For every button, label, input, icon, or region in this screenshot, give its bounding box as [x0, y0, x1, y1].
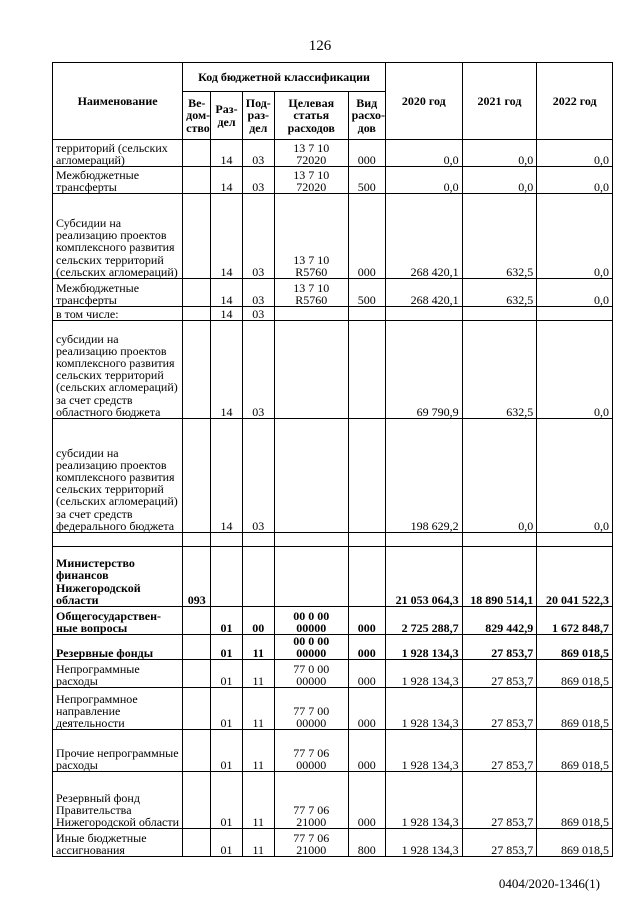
row-2022: 869 018,5 [537, 730, 613, 772]
row-2021: 27 853,7 [462, 660, 537, 688]
row-ved [183, 688, 211, 730]
header-razdel: Раз-дел [211, 92, 242, 140]
row-2022: 0,0 [537, 194, 613, 279]
row-ved [183, 829, 211, 857]
row-2021: 632,5 [462, 321, 537, 419]
row-target-code: 77 7 06 21000 [274, 772, 348, 829]
row-2021: 27 853,7 [462, 688, 537, 730]
row-podrazdel: 11 [242, 829, 274, 857]
header-name: Наименование [53, 63, 183, 140]
row-2021: 27 853,7 [462, 772, 537, 829]
row-ved [183, 772, 211, 829]
row-2020: 1 928 134,3 [385, 829, 462, 857]
row-podrazdel: 11 [242, 635, 274, 660]
row-vid: 000 [348, 688, 385, 730]
row-2022: 0,0 [537, 140, 613, 167]
row-name: Межбюджетные трансферты [53, 167, 183, 194]
row-vid: 000 [348, 772, 385, 829]
row-vid [348, 307, 385, 321]
row-2020: 198 629,2 [385, 419, 462, 533]
row-target-code [274, 419, 348, 533]
row-ved [183, 140, 211, 167]
row-podrazdel: 00 [242, 607, 274, 635]
row-name: Субсидии на реализацию проектов комплексного развития сельских территорий (сельских агломераций) [53, 194, 183, 279]
row-podrazdel [242, 547, 274, 607]
row-2020: 1 928 134,3 [385, 688, 462, 730]
row-vid [348, 321, 385, 419]
row-ved [183, 307, 211, 321]
row-2020: 1 928 134,3 [385, 635, 462, 660]
row-2022 [537, 533, 613, 547]
table-row [53, 194, 613, 279]
row-ved [183, 635, 211, 660]
row-podrazdel: 11 [242, 660, 274, 688]
row-razdel: 14 [211, 307, 242, 321]
row-2021: 27 853,7 [462, 730, 537, 772]
header-2020: 2020 год [385, 63, 462, 140]
row-razdel [211, 533, 242, 547]
row-2022: 1 672 848,7 [537, 607, 613, 635]
table-row [53, 660, 613, 688]
row-razdel: 01 [211, 772, 242, 829]
table-row [53, 829, 613, 857]
row-razdel: 01 [211, 730, 242, 772]
row-name: Министерство финансов Нижегородской области [53, 547, 183, 607]
row-2021: 632,5 [462, 194, 537, 279]
row-podrazdel: 03 [242, 194, 274, 279]
row-2022 [537, 307, 613, 321]
row-razdel [211, 547, 242, 607]
header-podrazdel: Под-раз-дел [242, 92, 274, 140]
row-2021: 27 853,7 [462, 635, 537, 660]
row-2021: 632,5 [462, 279, 537, 307]
page-number: 126 [308, 38, 332, 54]
row-2020 [385, 533, 462, 547]
row-2022: 869 018,5 [537, 660, 613, 688]
row-vid: 000 [348, 635, 385, 660]
row-razdel: 01 [211, 829, 242, 857]
row-name: Непрограммные расходы [53, 660, 183, 688]
row-vid: 800 [348, 829, 385, 857]
row-vid: 000 [348, 660, 385, 688]
row-ved [183, 321, 211, 419]
row-target-code: 77 7 00 00000 [274, 688, 348, 730]
row-razdel: 01 [211, 635, 242, 660]
row-razdel: 01 [211, 688, 242, 730]
row-vid [348, 547, 385, 607]
row-razdel: 01 [211, 660, 242, 688]
row-2020: 268 420,1 [385, 279, 462, 307]
row-ved [183, 730, 211, 772]
row-podrazdel: 03 [242, 419, 274, 533]
table-row [53, 730, 613, 772]
table-row [53, 533, 613, 547]
row-name: Резервный фонд Правительства Нижегородской области [53, 772, 183, 829]
row-2021: 0,0 [462, 140, 537, 167]
row-target-code [274, 547, 348, 607]
row-name: Общегосударствен-ные вопросы [53, 607, 183, 635]
header-ved: Ве-дом-ство [183, 92, 211, 140]
header-target: Целевая статья расходов [274, 92, 348, 140]
row-target-code: 13 7 10 R5760 [274, 279, 348, 307]
row-vid: 000 [348, 730, 385, 772]
row-target-code: 00 0 00 00000 [274, 607, 348, 635]
row-ved [183, 194, 211, 279]
row-target-code [274, 533, 348, 547]
row-target-code: 77 0 00 00000 [274, 660, 348, 688]
row-2022: 869 018,5 [537, 635, 613, 660]
table-row [53, 688, 613, 730]
header-2022: 2022 год [537, 63, 613, 140]
row-2020 [385, 307, 462, 321]
row-razdel: 01 [211, 607, 242, 635]
row-name: в том числе: [53, 307, 183, 321]
row-2021: 0,0 [462, 167, 537, 194]
row-name: территорий (сельских агломераций) [53, 140, 183, 167]
table-row [53, 419, 613, 533]
row-podrazdel: 11 [242, 730, 274, 772]
row-2020: 1 928 134,3 [385, 660, 462, 688]
header-classification: Код бюджетной классификации [183, 63, 386, 92]
row-2021: 0,0 [462, 419, 537, 533]
row-podrazdel: 03 [242, 279, 274, 307]
row-podrazdel: 03 [242, 321, 274, 419]
row-2021: 829 442,9 [462, 607, 537, 635]
row-razdel: 14 [211, 140, 242, 167]
row-2020: 69 790,9 [385, 321, 462, 419]
row-ved [183, 167, 211, 194]
row-razdel: 14 [211, 194, 242, 279]
row-2020: 2 725 288,7 [385, 607, 462, 635]
row-2020: 0,0 [385, 140, 462, 167]
row-razdel: 14 [211, 419, 242, 533]
row-ved [183, 660, 211, 688]
row-vid: 500 [348, 167, 385, 194]
row-razdel: 14 [211, 279, 242, 307]
row-ved [183, 279, 211, 307]
row-2022: 0,0 [537, 167, 613, 194]
table-row [53, 307, 613, 321]
row-ved: 093 [183, 547, 211, 607]
row-ved [183, 533, 211, 547]
row-2022: 20 041 522,3 [537, 547, 613, 607]
row-ved [183, 419, 211, 533]
table-row [53, 772, 613, 829]
row-target-code: 13 7 10 R5760 [274, 194, 348, 279]
table-row [53, 321, 613, 419]
row-vid: 000 [348, 140, 385, 167]
table-row [53, 635, 613, 660]
row-vid [348, 533, 385, 547]
row-2020: 1 928 134,3 [385, 730, 462, 772]
row-name: субсидии на реализацию проектов комплексного развития сельских территорий (сельских агломераций) за счет средств федерального бюджета [53, 419, 183, 533]
row-podrazdel [242, 533, 274, 547]
table-row [53, 140, 613, 167]
row-2020: 268 420,1 [385, 194, 462, 279]
row-2022: 869 018,5 [537, 829, 613, 857]
row-2020: 21 053 064,3 [385, 547, 462, 607]
row-target-code [274, 321, 348, 419]
row-podrazdel: 03 [242, 140, 274, 167]
document-code: 0404/2020-1346(1) [498, 876, 600, 891]
row-razdel: 14 [211, 321, 242, 419]
budget-table [52, 62, 613, 857]
row-podrazdel: 03 [242, 307, 274, 321]
row-name [53, 533, 183, 547]
table-row [53, 607, 613, 635]
row-name: Межбюджетные трансферты [53, 279, 183, 307]
table-row [53, 279, 613, 307]
row-podrazdel: 03 [242, 167, 274, 194]
row-2022: 869 018,5 [537, 688, 613, 730]
table-row [53, 167, 613, 194]
row-2022: 0,0 [537, 279, 613, 307]
row-2021: 27 853,7 [462, 829, 537, 857]
row-target-code: 77 7 06 00000 [274, 730, 348, 772]
row-2022: 0,0 [537, 321, 613, 419]
table-row [53, 547, 613, 607]
row-target-code: 13 7 10 72020 [274, 167, 348, 194]
row-podrazdel: 11 [242, 688, 274, 730]
row-target-code: 77 7 06 21000 [274, 829, 348, 857]
row-ved [183, 607, 211, 635]
header-2021: 2021 год [462, 63, 537, 140]
row-name: Прочие непрограммные расходы [53, 730, 183, 772]
header-vid: Вид расхо-дов [348, 92, 385, 140]
row-2021 [462, 307, 537, 321]
row-podrazdel: 11 [242, 772, 274, 829]
row-name: Резервные фонды [53, 635, 183, 660]
row-2022: 0,0 [537, 419, 613, 533]
row-2021: 18 890 514,1 [462, 547, 537, 607]
row-target-code: 13 7 10 72020 [274, 140, 348, 167]
row-vid: 500 [348, 279, 385, 307]
row-name: субсидии на реализацию проектов комплексного развития сельских территорий (сельских агломераций) за счет средств областного бюджета [53, 321, 183, 419]
row-2020: 0,0 [385, 167, 462, 194]
row-name: Непрограммное направление деятельности [53, 688, 183, 730]
row-target-code: 00 0 00 00000 [274, 635, 348, 660]
row-razdel: 14 [211, 167, 242, 194]
row-2020: 1 928 134,3 [385, 772, 462, 829]
row-vid: 000 [348, 607, 385, 635]
row-name: Иные бюджетные ассигнования [53, 829, 183, 857]
row-2022: 869 018,5 [537, 772, 613, 829]
row-2021 [462, 533, 537, 547]
row-vid: 000 [348, 194, 385, 279]
row-vid [348, 419, 385, 533]
row-target-code [274, 307, 348, 321]
